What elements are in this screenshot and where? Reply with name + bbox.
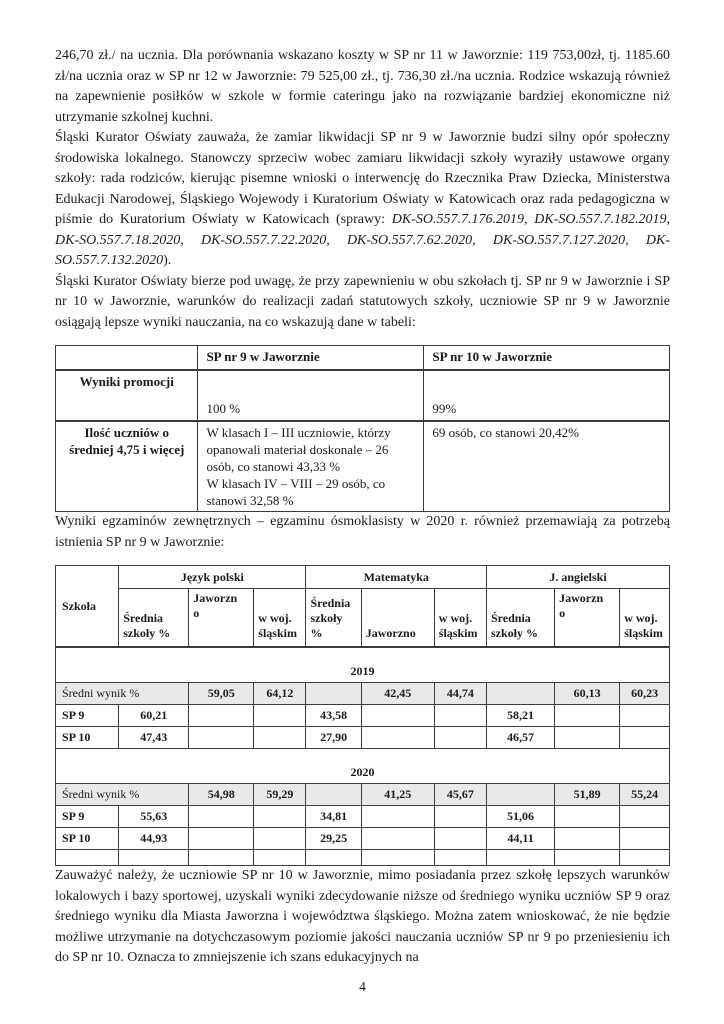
score-cell: 34,81 — [306, 806, 361, 828]
table-row — [56, 589, 670, 648]
empty-score-cell — [189, 705, 254, 727]
table-row — [56, 346, 670, 371]
score-cell: 43,58 — [306, 705, 361, 727]
score-cell: 55,24 — [620, 784, 670, 806]
objection-text: Śląski Kurator Oświaty zauważa, że zamiar likwidacji SP nr 9 w Jaworznie budzi silny opór społeczny środowiska lokalnego. Stanowczy sprzeciw wobec zamiaru likwidacji szkoły wyraziły ustawowe organy szkoły: rada rodziców, kierując pisemne wnioski o interwencję do Rzecznika Praw Dziecka, Ministerstwa Edukacji Narodowej, Śląskiego Wojewody i Kuratorium Oświaty w Katowicach oraz rada pedagogiczna w piśmie do Kuratorium Oświaty w Katowicach (sprawy: — [55, 130, 670, 227]
empty-score-cell — [189, 806, 254, 828]
score-cell: 44,11 — [486, 828, 554, 850]
table-row — [56, 647, 670, 683]
empty-score-cell — [254, 850, 306, 866]
empty-score-cell — [620, 828, 670, 850]
table-row — [56, 370, 670, 421]
page-number: 4 — [359, 978, 366, 994]
high-average-sp10-cell: 69 osób, co stanowi 20,42% — [424, 421, 670, 512]
score-cell — [486, 683, 554, 705]
score-cell: 55,63 — [119, 806, 189, 828]
subheader-voivodeship-english: w woj. śląskim — [620, 589, 670, 648]
objection-closing: ). — [163, 253, 172, 268]
empty-corner-cell — [56, 346, 198, 371]
empty-score-cell — [620, 705, 670, 727]
score-cell: 54,98 — [189, 784, 254, 806]
score-cell: 45,67 — [434, 784, 486, 806]
score-cell: 60,13 — [555, 683, 620, 705]
average-result-row-2020 — [56, 784, 670, 806]
empty-score-cell — [620, 727, 670, 749]
empty-score-cell — [189, 828, 254, 850]
promotion-row-label: Wyniki promocji — [56, 370, 198, 421]
year-band-2019: 2019 — [56, 647, 670, 683]
empty-score-cell — [555, 850, 620, 866]
empty-score-cell — [361, 828, 434, 850]
subheader-voivodeship-polish: w woj. śląskim — [254, 589, 306, 648]
subheader-city-english — [555, 589, 620, 648]
score-cell: 41,25 — [361, 784, 434, 806]
table-row — [56, 421, 670, 512]
year-band-2020: 2020 — [56, 749, 670, 784]
sp9-row-2019 — [56, 705, 670, 727]
empty-score-cell — [434, 727, 486, 749]
score-cell — [486, 784, 554, 806]
empty-score-cell — [254, 727, 306, 749]
promotion-sp9-value: 100 % — [198, 370, 424, 421]
table-row — [56, 749, 670, 784]
empty-score-cell — [555, 727, 620, 749]
empty-score-cell — [306, 850, 361, 866]
table-row — [56, 850, 670, 866]
school-row-label: SP 9 — [56, 705, 119, 727]
table1-header-sp10: SP nr 10 w Jaworznie — [424, 346, 670, 371]
city-label: Jaworzno — [193, 591, 238, 620]
score-cell: 59,05 — [189, 683, 254, 705]
score-cell: 42,45 — [361, 683, 434, 705]
score-cell: 27,90 — [306, 727, 361, 749]
empty-score-cell — [189, 850, 254, 866]
paragraph-exam-intro: Wyniki egzaminów zewnętrznych – egzaminu ósmoklasisty w 2020 r. również przemawiają za potrzebą istnienia SP nr 9 w Jaworznie: — [55, 514, 670, 550]
sp9-row-2020 — [56, 806, 670, 828]
empty-score-cell — [56, 850, 119, 866]
sp9-grades-1-3: W klasach I – III uczniowie, którzy opanowali materiał doskonale – 26 osób, co stanowi 43,33 % — [206, 425, 391, 474]
empty-score-cell — [434, 850, 486, 866]
score-cell: 60,23 — [620, 683, 670, 705]
score-cell — [306, 683, 361, 705]
score-cell: 51,06 — [486, 806, 554, 828]
empty-score-cell — [620, 806, 670, 828]
empty-score-cell — [434, 828, 486, 850]
exam-results-table — [55, 565, 670, 866]
school-row-label: SP 9 — [56, 806, 119, 828]
sp10-row-2020 — [56, 828, 670, 850]
score-cell: 47,43 — [119, 727, 189, 749]
high-average-row-label: Ilość uczniów o średniej 4,75 i więcej — [56, 421, 198, 512]
score-cell: 44,74 — [434, 683, 486, 705]
sp10-row-2019 — [56, 727, 670, 749]
paragraph-cost-comparison: 246,70 zł./ na ucznia. Dla porównania wskazano koszty w SP nr 11 w Jaworznie: 119 753,00zł, tj. 1185.60 zł/na ucznia oraz w SP nr 12 w Jaworznie: 79 525,00 zł., tj. 736,30 zł./na ucznia. Rodzice wskazują również na zapewnienie posiłków w szkole w formie cateringu jako na rozwiązanie bardziej ekonomiczne niż utrzymanie szkolnej kuchni. — [55, 48, 670, 125]
score-cell: 51,89 — [555, 784, 620, 806]
score-cell: 46,57 — [486, 727, 554, 749]
table-row — [56, 566, 670, 589]
score-cell: 64,12 — [254, 683, 306, 705]
paragraph-conclusion: Zauważyć należy, że uczniowie SP nr 10 w Jaworznie, mimo posiadania przez szkołę lepszych warunków lokalowych i bazy sportowej, uzyskali wyniki zdecydowanie niższe od średniego wyniku uczniów SP 9 oraz średniego wyniku dla Miasta Jaworzna i województwa śląskiego. Można zatem wnioskować, że nie będzie możliwe utrzymanie na dotychczasowym poziomie jakości nauczania uczniów SP nr 9 po przeniesieniu ich do SP nr 10. Oznacza to zmniejszenie ich szans edukacyjnych na — [55, 868, 670, 965]
promotion-results-table — [55, 345, 670, 512]
empty-score-cell — [254, 806, 306, 828]
empty-score-cell — [361, 850, 434, 866]
empty-score-cell — [119, 850, 189, 866]
high-average-sp9-cell — [198, 421, 424, 512]
subheader-city-math: Jaworzno — [361, 589, 434, 648]
empty-score-cell — [189, 727, 254, 749]
paragraph-kurator-consideration: Śląski Kurator Oświaty bierze pod uwagę, że przy zapewnieniu w obu szkołach tj. SP nr 9 w Jaworznie i SP nr 10 w Jaworznie, warunków do realizacji zadań statutowych szkoły, uczniowie SP nr 9 w Jaworznie osiągają lepsze wyniki nauczania, na co wskazują dane w tabeli: — [55, 273, 670, 330]
empty-score-cell — [555, 806, 620, 828]
empty-score-cell — [555, 705, 620, 727]
subheader-school-avg-math: Średnia szkoły % — [306, 589, 361, 648]
case-number-list: DK-SO.557.7.176.2019, DK-SO.557.7.182.2019, DK-SO.557.7.18.2020, DK-SO.557.7.22.2020, DK-SO.557.7.62.2020, DK-SO.557.7.127.2020, DK-SO.557.7.132.2020 — [55, 212, 670, 268]
school-column-header: Szkoła — [56, 566, 119, 648]
average-row-label: Średni wynik % — [56, 683, 189, 705]
empty-score-cell — [434, 705, 486, 727]
average-row-label: Średni wynik % — [56, 784, 189, 806]
empty-score-cell — [361, 727, 434, 749]
empty-score-cell — [434, 806, 486, 828]
score-cell: 58,21 — [486, 705, 554, 727]
score-cell: 60,21 — [119, 705, 189, 727]
average-result-row-2019 — [56, 683, 670, 705]
sp9-grades-4-8: W klasach IV – VIII – 29 osób, co stanowi 32,58 % — [206, 476, 386, 508]
group-header-english: J. angielski — [486, 566, 669, 589]
score-cell: 29,25 — [306, 828, 361, 850]
score-cell: 59,29 — [254, 784, 306, 806]
group-header-polish: Język polski — [119, 566, 306, 589]
school-row-label: SP 10 — [56, 727, 119, 749]
empty-score-cell — [254, 705, 306, 727]
empty-score-cell — [361, 806, 434, 828]
score-cell: 44,93 — [119, 828, 189, 850]
subheader-city-polish — [189, 589, 254, 648]
subheader-school-avg-english: Średnia szkoły % — [486, 589, 554, 648]
empty-score-cell — [361, 705, 434, 727]
table1-header-sp9: SP nr 9 w Jaworznie — [198, 346, 424, 371]
empty-score-cell — [555, 828, 620, 850]
subheader-school-avg-polish: Średnia szkoły % — [119, 589, 189, 648]
promotion-sp10-value: 99% — [424, 370, 670, 421]
school-row-label: SP 10 — [56, 828, 119, 850]
score-cell — [306, 784, 361, 806]
subheader-voivodeship-math: w woj. śląskim — [434, 589, 486, 648]
empty-score-cell — [254, 828, 306, 850]
paragraph-kurator-objection — [55, 128, 670, 272]
empty-score-cell — [620, 850, 670, 866]
city-label: Jaworzno — [559, 591, 604, 620]
group-header-math: Matematyka — [306, 566, 487, 589]
empty-score-cell — [486, 850, 554, 866]
